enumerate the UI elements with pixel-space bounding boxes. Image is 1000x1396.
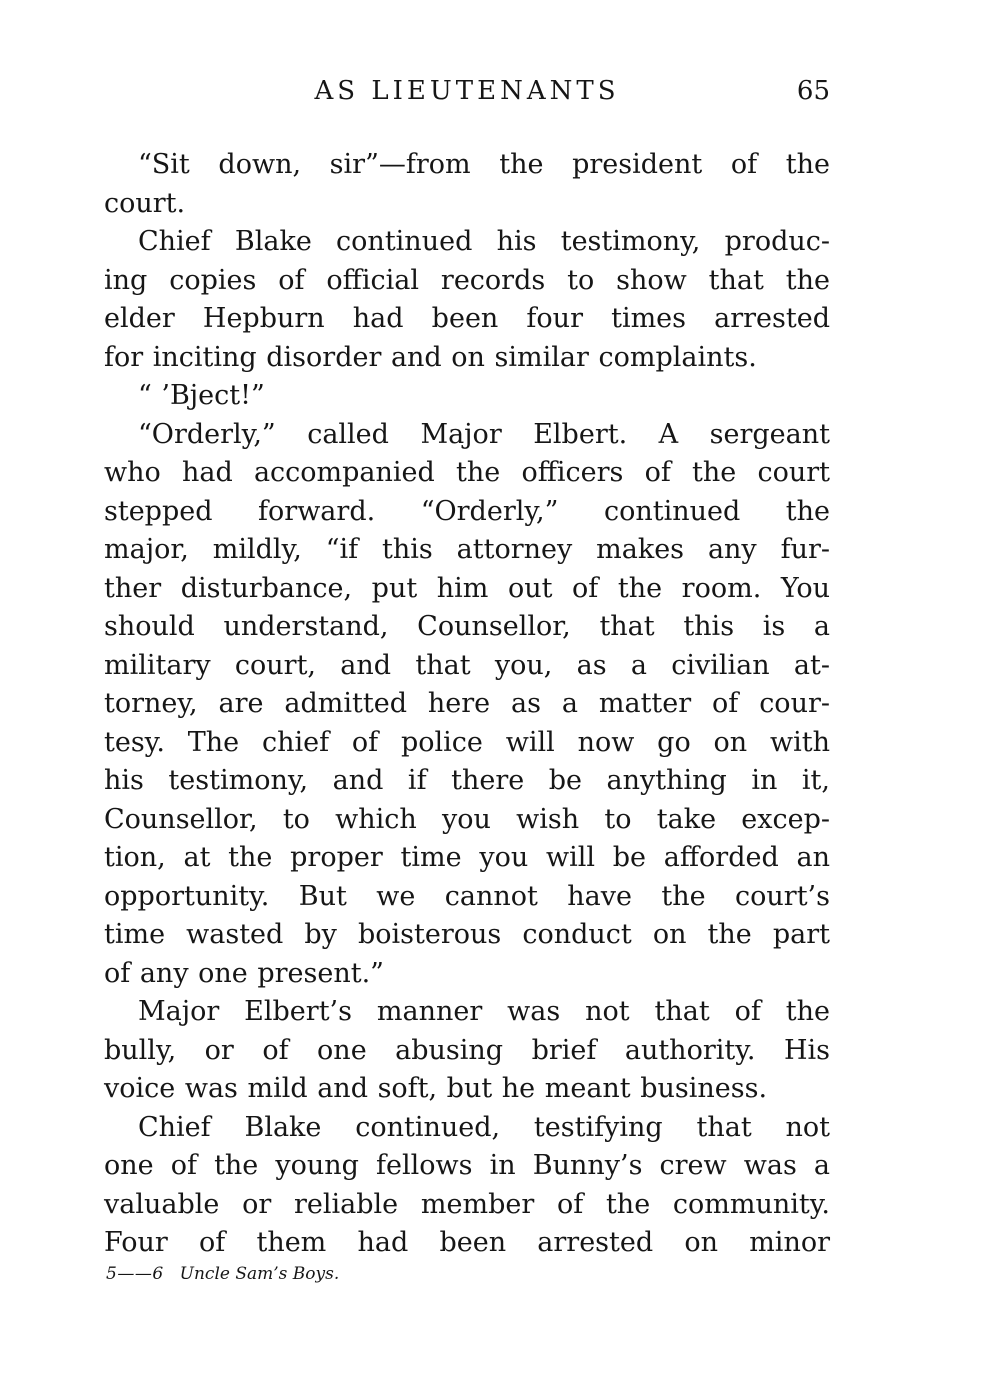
paragraph (104, 993, 830, 1109)
text-line: should understand, Counsellor, that this is a (104, 611, 830, 642)
text-line: tion, at the proper time you will be afforded an (104, 842, 830, 873)
body-text (104, 146, 830, 1263)
text-line: stepped forward. “Orderly,” continued the (104, 495, 830, 527)
text-line: elder Hepburn had been four times arrested (104, 303, 830, 334)
page-number: 65 (796, 76, 830, 106)
text-line: Four of them had been arrested on minor (104, 1227, 830, 1258)
printer-signature-mark: 5——6 (106, 1264, 164, 1284)
text-line: torney, are admitted here as a matter of cour- (104, 688, 830, 719)
text-line: one of the young fellows in Bunny’s crew was a (104, 1150, 830, 1181)
text-line: bully, or of one abusing brief authority. His (104, 1034, 830, 1066)
text-line: tesy. The chief of police will now go on with (104, 726, 830, 758)
footer-signature-line (106, 1263, 339, 1285)
text-line: ther disturbance, put him out of the room. You (104, 572, 830, 604)
text-line: Chief Blake continued his testimony, produc- (138, 226, 830, 257)
text-line: major, mildly, “if this attorney makes any fur- (104, 534, 830, 565)
text-line: Chief Blake continued, testifying that not (138, 1111, 830, 1143)
text-line: Major Elbert’s manner was not that of the (138, 996, 830, 1027)
series-title: Uncle Sam’s Boys. (179, 1264, 340, 1284)
text-line: his testimony, and if there be anything in it, (104, 765, 830, 796)
text-line: time wasted by boisterous conduct on the part (104, 919, 830, 950)
paragraph (104, 1109, 830, 1263)
text-line: “Sit down, sir”—from the president of the (138, 149, 830, 180)
text-line: for inciting disorder and on similar complaints. (104, 341, 757, 373)
text-line: “Orderly,” called Major Elbert. A sergeant (138, 418, 830, 450)
text-line: of any one present.” (104, 957, 384, 989)
text-line: “ ’Bject!” (138, 380, 265, 411)
text-line: ing copies of official records to show that the (104, 264, 830, 296)
paragraph (104, 223, 830, 377)
running-header: AS LIEUTENANTS (314, 76, 620, 106)
paragraph (104, 377, 830, 416)
text-line: Counsellor, to which you wish to take excep- (104, 803, 830, 835)
text-line: military court, and that you, as a civilian at- (104, 649, 830, 681)
paragraph (104, 416, 830, 994)
paragraph (104, 146, 830, 223)
text-line: who had accompanied the officers of the court (104, 457, 830, 488)
text-line: voice was mild and soft, but he meant business. (104, 1073, 768, 1104)
text-line: opportunity. But we cannot have the court’s (104, 880, 830, 912)
text-line: valuable or reliable member of the community. (104, 1188, 830, 1220)
text-line: court. (104, 187, 186, 219)
